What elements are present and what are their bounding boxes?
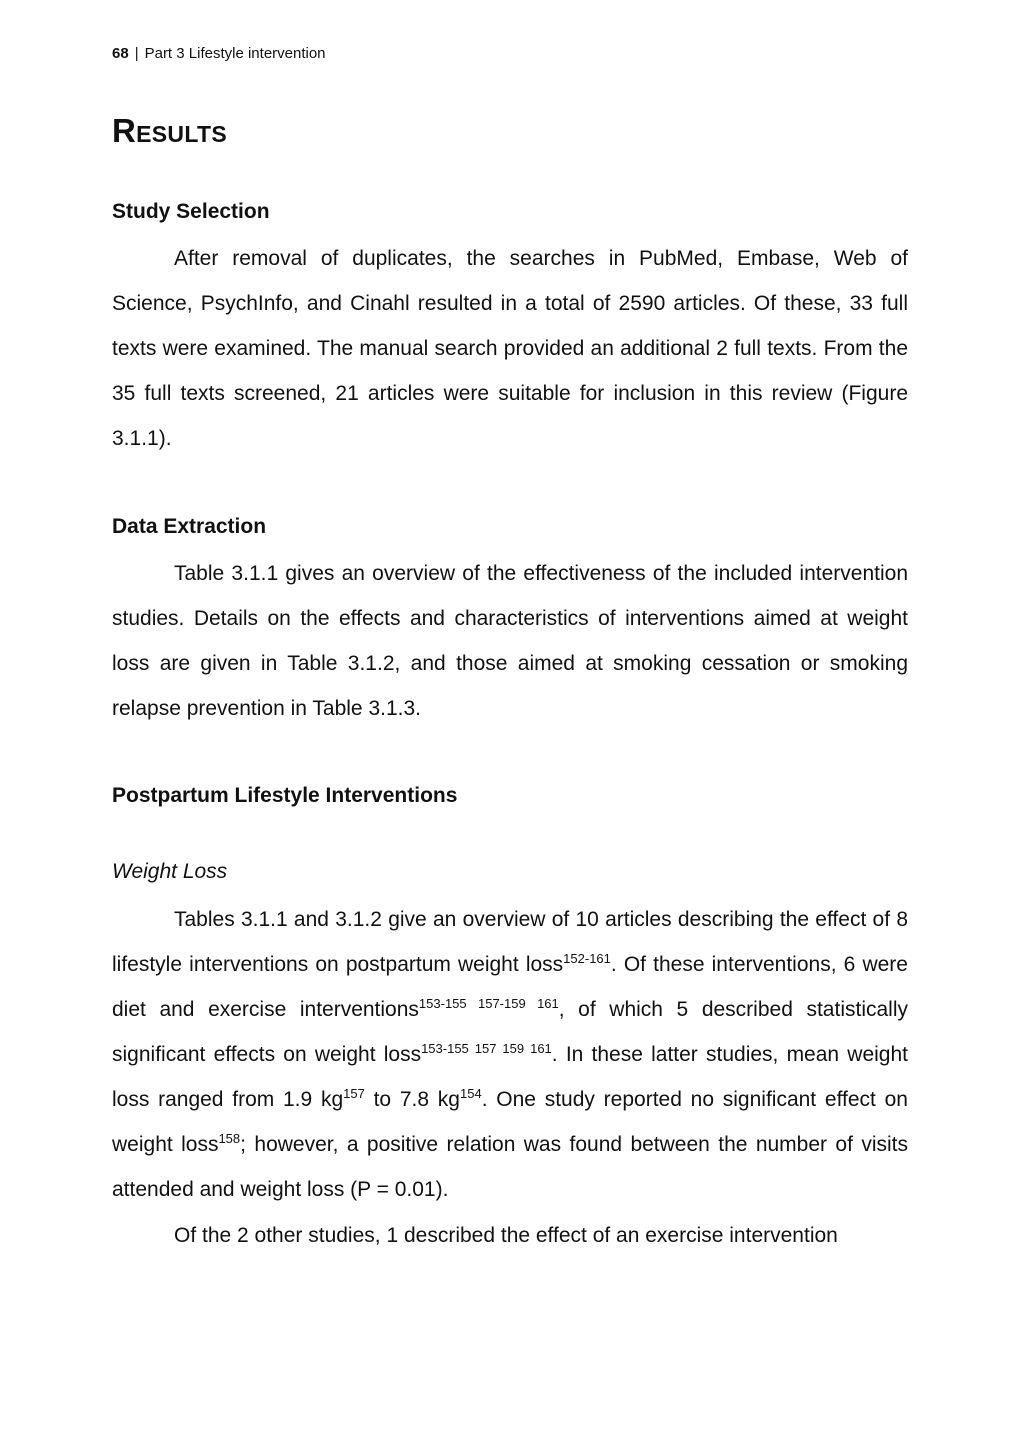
page-number: 68 (112, 45, 129, 62)
section-title: Results (112, 112, 227, 149)
data-extraction-heading: Data Extraction (112, 515, 267, 538)
weight-loss-text-3: , of which 5 described statistically significant effects on weight loss (112, 998, 908, 1066)
header-section-title: Part 3 Lifestyle intervention (144, 45, 326, 62)
citation-154: 154 (459, 1086, 482, 1101)
data-extraction-paragraph: Table 3.1.1 gives an overview of the effectiveness of the included intervention studies. Details on the effects and characteristics of interventions aimed at weight loss are given in Table 3.1.2, and those aimed at smoking cessation or smoking relapse prevention in Table 3.1.3. (112, 562, 908, 720)
weight-loss-text-6: . One study reported no significant effect on weight loss (112, 1088, 908, 1156)
citation-diet-exercise: 153-155 157-159 161 (418, 996, 559, 1011)
weight-loss-paragraph (112, 897, 908, 1212)
citation-158: 158 (218, 1131, 241, 1146)
weight-loss-subheading: Weight Loss (112, 860, 228, 883)
weight-loss-text-5: to 7.8 kg (364, 1088, 460, 1111)
running-header (112, 45, 326, 62)
citation-152-161: 152-161 (563, 951, 611, 966)
weight-loss-text-2: . Of these interventions, 6 were diet and exercise interventions (112, 953, 908, 1021)
weight-loss-text-4: . In these latter studies, mean weight loss ranged from 1.9 kg (112, 1043, 909, 1111)
header-separator: | (134, 45, 139, 62)
study-selection-paragraph: After removal of duplicates, the searches in PubMed, Embase, Web of Science, PsychInfo, and Cinahl resulted in a total of 2590 articles. Of these, 33 full texts were examined. The manual search provided an additional 2 full texts. From the 35 full texts screened, 21 articles were suitable for inclusion in this review (Figure 3.1.1). (112, 247, 908, 450)
study-selection-heading: Study Selection (112, 200, 270, 223)
other-studies-paragraph: Of the 2 other studies, 1 described the effect of an exercise intervention (174, 1224, 838, 1247)
citation-significant-effects: 153-155 157 159 161 (421, 1041, 552, 1056)
weight-loss-text-7: ; however, a positive relation was found between the number of visits attended and weight loss (P = 0.01). (112, 1133, 908, 1201)
weight-loss-text-1: Tables 3.1.1 and 3.1.2 give an overview of 10 articles describing the effect of 8 lifestyle interventions on postpartum weight loss (112, 908, 908, 976)
postpartum-heading: Postpartum Lifestyle Interventions (112, 784, 458, 807)
citation-157: 157 (343, 1086, 365, 1101)
